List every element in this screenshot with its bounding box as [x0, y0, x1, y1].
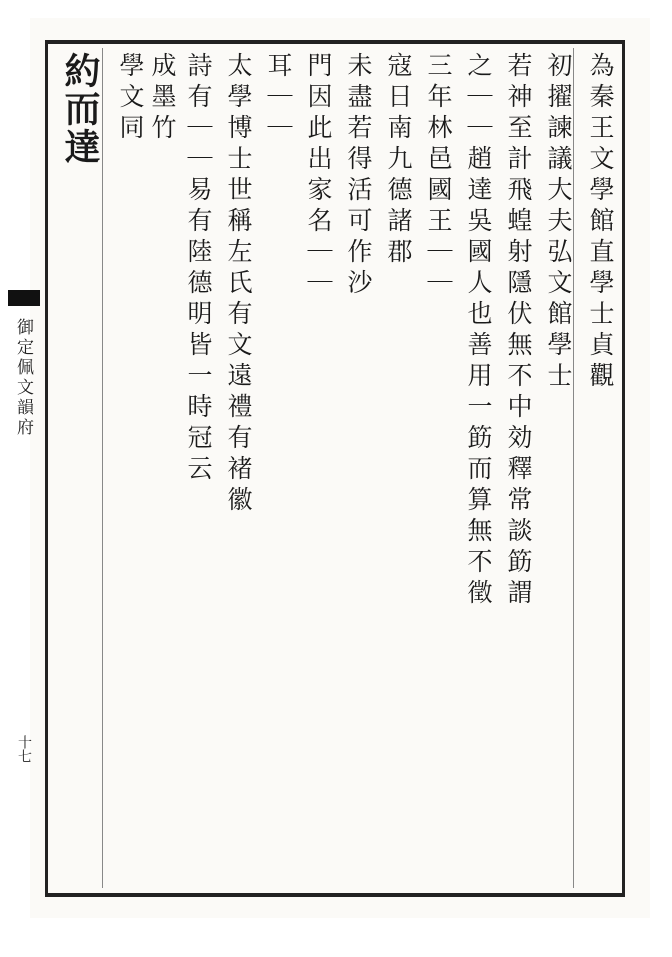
text-column-11 — [178, 52, 218, 486]
entry-heading: 約而達 — [59, 52, 101, 166]
side-title: 御定佩文韻府 — [13, 318, 33, 438]
text-column-7 — [338, 52, 378, 300]
column-text: 之｜｜趙達吳國人也善用一筯而算無不徵 — [464, 52, 493, 610]
text-column-5 — [418, 52, 458, 300]
text-column-9 — [258, 52, 298, 145]
column-text: 耳｜｜ — [264, 52, 293, 145]
page-border-left — [45, 40, 48, 897]
column-text: 未盡若得活可作沙 — [344, 52, 373, 300]
text-column-10 — [218, 52, 258, 517]
page-border-right — [622, 40, 625, 897]
text-column-6 — [378, 52, 418, 269]
text-column-13 — [110, 52, 150, 145]
column-text: 成墨竹 — [148, 52, 177, 145]
column-text: 三年林邑國王｜｜ — [424, 52, 453, 300]
text-column-2 — [538, 52, 578, 393]
column-text: 門因此出家名｜｜ — [304, 52, 333, 300]
column-text: 學文同 — [116, 52, 145, 145]
fold-marker — [8, 290, 40, 306]
text-column-3 — [498, 52, 538, 610]
column-text: 太學博士世稱左氏有文遠禮有褚徽 — [224, 52, 253, 517]
text-column-4 — [458, 52, 498, 610]
text-column-8 — [298, 52, 338, 300]
page-number: 十七 — [16, 735, 32, 763]
page-border-bottom — [45, 893, 625, 897]
column-rule — [102, 48, 103, 888]
text-column-14 — [60, 52, 100, 166]
column-text: 詩有｜｜易有陸德明皆一時冠云 — [184, 52, 213, 486]
column-text: 若神至計飛蝗射隱伏無不中効釋常談筯謂 — [504, 52, 533, 610]
column-text: 為秦王文學館直學士貞觀 — [586, 52, 615, 393]
column-text: 初擢諫議大夫弘文館學士 — [544, 52, 573, 393]
column-text: 寇日南九德諸郡 — [384, 52, 413, 269]
page-border-top — [45, 40, 625, 44]
text-column-1 — [580, 52, 620, 393]
